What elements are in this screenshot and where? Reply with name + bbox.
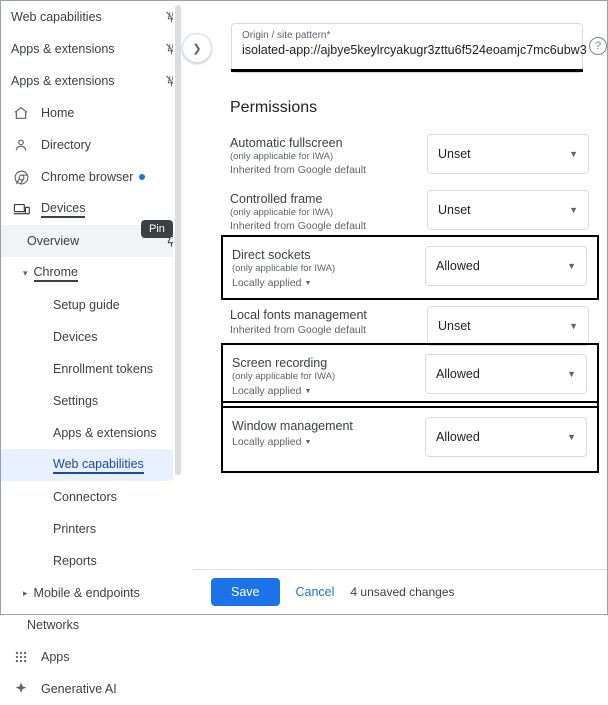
sidebar-item-enrollment-tokens[interactable] xyxy=(1,353,183,385)
sidebar-item-home[interactable] xyxy=(1,97,183,129)
locally-applied-chip[interactable] xyxy=(232,277,311,289)
permission-note: (only applicable for IWA) xyxy=(230,207,334,218)
page-title: Permissions xyxy=(230,99,318,116)
permission-note: (only applicable for IWA) xyxy=(232,263,336,274)
sidebar-item-label: Generative AI xyxy=(41,682,117,696)
sidebar-item-label: Overview xyxy=(27,234,80,248)
sidebar-item-settings[interactable] xyxy=(1,385,183,417)
sidebar-item-label: Reports xyxy=(53,554,97,568)
permission-text xyxy=(232,246,407,289)
permission-name: Screen recording xyxy=(232,356,328,370)
sidebar xyxy=(1,1,183,696)
permission-value-select[interactable] xyxy=(425,354,587,394)
sidebar-item-mobile-endpoints[interactable] xyxy=(1,577,183,609)
chevron-down-icon: ▼ xyxy=(569,321,578,331)
permission-row-controlled-frame xyxy=(221,181,599,243)
sidebar-item-chrome[interactable] xyxy=(1,257,183,289)
permission-value-select[interactable] xyxy=(425,246,587,286)
sidebar-item-label: Setup guide xyxy=(53,298,120,312)
chevron-down-icon: ▼ xyxy=(569,149,578,159)
permission-name: Automatic fullscreen xyxy=(230,136,343,150)
permission-row-window-management xyxy=(221,401,599,473)
sidebar-item-label: Apps & extensions xyxy=(11,74,115,88)
permission-text xyxy=(232,417,407,448)
locally-applied-label: Locally applied xyxy=(232,277,302,290)
permission-text xyxy=(232,354,407,397)
sidebar-item-label: Web capabilities xyxy=(53,457,144,474)
permission-value: Allowed xyxy=(436,259,480,273)
sidebar-item-label: Chrome xyxy=(34,265,78,282)
chrome-icon xyxy=(11,167,31,187)
permission-value-select[interactable] xyxy=(425,417,587,457)
sidebar-item-reports[interactable] xyxy=(1,545,183,577)
permission-row-direct-sockets xyxy=(221,235,599,300)
sidebar-item-apps[interactable] xyxy=(1,641,183,673)
origin-site-pattern-input[interactable] xyxy=(231,23,587,73)
sidebar-item-generative-ai[interactable] xyxy=(1,673,183,705)
permission-value: Unset xyxy=(438,147,471,161)
chevron-right-icon: ❯ xyxy=(192,42,202,55)
sidebar-item-label: Home xyxy=(41,106,75,120)
devices-icon xyxy=(11,199,31,219)
permission-text xyxy=(230,134,405,178)
permission-value-select[interactable] xyxy=(427,190,589,230)
sidebar-item-label: Chrome browser xyxy=(41,170,134,184)
sidebar-scrollbar-thumb[interactable] xyxy=(175,5,181,475)
sidebar-item-label: Web capabilities xyxy=(11,10,102,24)
apps-grid-icon xyxy=(11,647,31,667)
origin-field-focus-underline xyxy=(231,69,583,72)
sidebar-item-label: Settings xyxy=(53,394,99,408)
sidebar-scrollbar[interactable] xyxy=(173,1,183,614)
locally-applied-label: Locally applied xyxy=(232,436,302,448)
sidebar-item-label: Apps & extensions xyxy=(11,42,115,56)
sidebar-item-web-capabilities[interactable] xyxy=(1,449,183,481)
status-dot-icon xyxy=(139,174,145,180)
permission-name: Controlled frame xyxy=(230,192,323,206)
permission-value: Allowed xyxy=(436,430,480,444)
permission-inherited: Inherited from Google default xyxy=(230,220,366,233)
permission-note: (only applicable for IWA) xyxy=(232,371,336,382)
sidebar-item-apps-extensions-sub[interactable] xyxy=(1,417,183,449)
origin-field-label: Origin / site pattern* xyxy=(242,30,331,41)
home-icon xyxy=(11,103,31,123)
chevron-down-icon: ▼ xyxy=(567,261,576,271)
sidebar-item-label: Devices xyxy=(53,330,98,344)
permission-name: Window management xyxy=(232,419,353,433)
unsaved-changes-status: 4 unsaved changes xyxy=(350,585,455,599)
chevron-down-icon: ▼ xyxy=(567,369,576,379)
chevron-down-icon[interactable]: ▾ xyxy=(23,267,28,278)
sidebar-item-directory[interactable] xyxy=(1,129,183,161)
sidebar-item-setup-guide[interactable] xyxy=(1,289,183,321)
permission-note: (only applicable for IWA) xyxy=(230,151,334,162)
permission-name: Direct sockets xyxy=(232,248,311,262)
person-icon xyxy=(11,135,31,155)
sidebar-item-connectors[interactable] xyxy=(1,481,183,513)
permission-inherited: Inherited from Google default xyxy=(230,164,366,177)
cancel-button[interactable]: Cancel xyxy=(295,585,335,599)
sidebar-item-networks[interactable] xyxy=(1,609,183,641)
permission-value-select[interactable] xyxy=(427,134,589,174)
sidebar-item-apps-extensions-1[interactable] xyxy=(1,33,183,65)
permission-text xyxy=(230,306,405,337)
sidebar-item-label: Apps xyxy=(41,650,70,664)
chevron-down-icon: ▼ xyxy=(304,387,312,395)
origin-field-value: isolated-app://ajbye5keylrcyakugr3zttu6f524eoamjc7mc6ubw3 xyxy=(242,43,587,57)
permission-value: Allowed xyxy=(436,367,480,381)
chevron-down-icon: ▼ xyxy=(569,205,578,215)
permission-text xyxy=(230,190,405,234)
sidebar-item-web-capabilities-top[interactable] xyxy=(1,1,183,33)
sidebar-item-label: Mobile & endpoints xyxy=(33,586,140,600)
sidebar-item-chrome-browser[interactable] xyxy=(1,161,183,193)
permission-value: Unset xyxy=(438,319,471,333)
sparkle-icon xyxy=(11,679,31,699)
chevron-down-icon: ▼ xyxy=(304,438,312,446)
locally-applied-chip[interactable] xyxy=(232,436,311,448)
sidebar-item-label: Enrollment tokens xyxy=(53,362,154,376)
permission-value-select[interactable] xyxy=(427,306,589,346)
sidebar-item-label: Printers xyxy=(53,522,97,536)
chevron-right-icon[interactable]: ▸ xyxy=(23,587,28,598)
sidebar-item-label: Connectors xyxy=(53,490,117,504)
sidebar-item-devices-sub[interactable] xyxy=(1,321,183,353)
main-content xyxy=(193,1,607,614)
permission-row-automatic-fullscreen xyxy=(221,125,599,187)
permission-row-screen-recording xyxy=(221,343,599,408)
permission-inherited: Inherited from Google default xyxy=(230,324,366,336)
permission-name: Local fonts management xyxy=(230,308,367,322)
sidebar-item-printers[interactable] xyxy=(1,513,183,545)
sidebar-item-label: Networks xyxy=(27,618,80,632)
sidebar-collapse-button[interactable] xyxy=(182,33,212,63)
footer-action-bar xyxy=(193,569,607,614)
chevron-down-icon: ▼ xyxy=(304,279,312,287)
help-icon[interactable]: ? xyxy=(589,37,607,55)
permission-value: Unset xyxy=(438,203,471,217)
save-button[interactable]: Save xyxy=(211,578,280,606)
chevron-down-icon: ▼ xyxy=(567,432,576,442)
sidebar-item-label: Devices xyxy=(41,201,85,218)
sidebar-item-apps-extensions-2[interactable] xyxy=(1,65,183,97)
pin-tooltip: Pin xyxy=(141,220,173,238)
locally-applied-label: Locally applied xyxy=(232,385,302,398)
sidebar-item-label: Directory xyxy=(41,138,92,152)
sidebar-item-label: Apps & extensions xyxy=(53,426,157,440)
locally-applied-chip[interactable] xyxy=(232,385,311,397)
